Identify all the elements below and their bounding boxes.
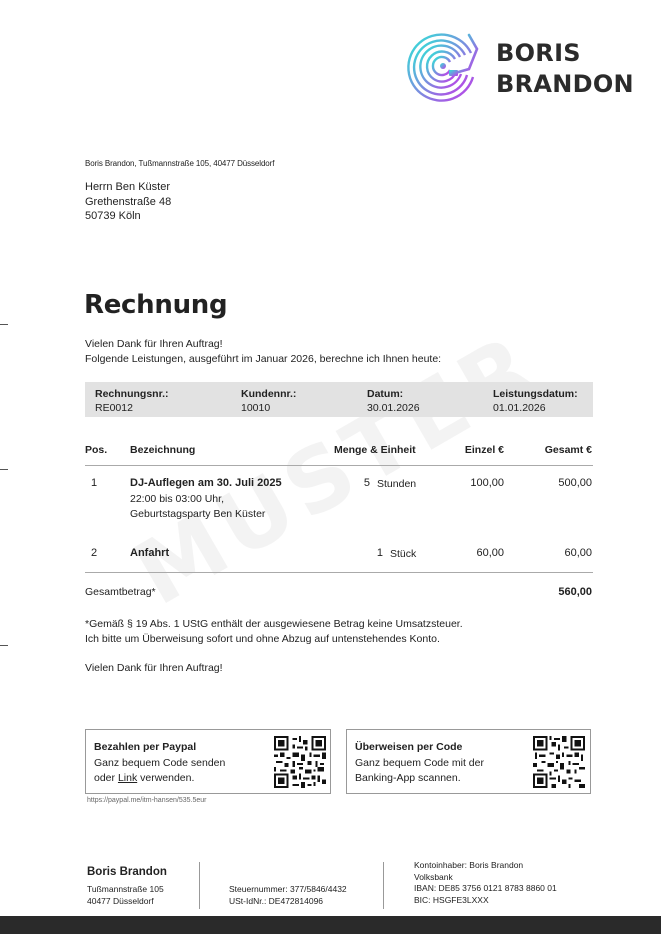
- customer-number-label: Kundennr.:: [241, 388, 297, 400]
- paypal-link[interactable]: Link: [117, 772, 138, 784]
- intro-line2: Folgende Leistungen, ausgeführt im Januar 2026, berechne ich Ihnen heute:: [85, 352, 442, 365]
- recipient-city: 50739 Köln: [85, 210, 141, 222]
- intro-line1: Vielen Dank für Ihren Auftrag!: [85, 338, 223, 350]
- invoice-number-value: RE0012: [95, 402, 133, 414]
- footer-address: [87, 884, 164, 907]
- closing-thanks: Vielen Dank für Ihren Auftrag!: [85, 662, 223, 674]
- footer-bank-info: [414, 860, 557, 906]
- row-unit-price: 100,00: [470, 477, 504, 489]
- intro-text: [85, 337, 441, 366]
- footer-tax-number: Steuernummer: 377/5846/4432: [229, 884, 347, 894]
- footer-vat-id: USt-IdNr.: DE472814096: [229, 895, 324, 906]
- recipient-name: Herrn Ben Küster: [85, 181, 170, 193]
- customer-number: [241, 387, 296, 415]
- paypal-line2: [94, 771, 225, 786]
- footer-divider: [199, 862, 200, 909]
- column-header-quantity: Menge & Einheit: [334, 444, 416, 456]
- footer-city: 40477 Düsseldorf: [87, 895, 154, 906]
- footer-bank: Volksbank: [414, 871, 453, 882]
- transfer-qr-code-icon[interactable]: [533, 736, 585, 788]
- document-title: Rechnung: [84, 290, 228, 320]
- recipient-address: [85, 180, 171, 224]
- invoice-date: [367, 387, 420, 415]
- recipient-street: Grethenstraße 48: [85, 195, 172, 208]
- row-unit: Stunden: [377, 478, 417, 490]
- total-label: Gesamtbetrag*: [85, 586, 156, 598]
- fold-mark: [0, 469, 8, 470]
- row-position: 2: [91, 547, 98, 559]
- service-date: [493, 387, 578, 415]
- transfer-title: Überweisen per Code: [355, 741, 463, 753]
- paypal-payment-box: [85, 729, 331, 794]
- vinyl-logo-icon: [405, 29, 485, 109]
- column-header-description: Bezeichnung: [130, 444, 196, 456]
- table-header-divider: [85, 465, 593, 466]
- column-header-pos: Pos.: [85, 444, 108, 456]
- fold-mark: [0, 645, 8, 646]
- row-detail: Geburtstagsparty Ben Küster: [130, 508, 266, 520]
- paypal-url[interactable]: https://paypal.me/itm-hansen/535.5eur: [87, 797, 207, 804]
- fold-mark: [0, 324, 8, 325]
- tax-note-line2: Ich bitte um Überweisung sofort und ohne Abzug auf untenstehendes Konto.: [85, 633, 440, 645]
- footer-name: Boris Brandon: [87, 866, 167, 878]
- row-quantity: 5: [363, 477, 370, 489]
- invoice-date-label: Datum:: [367, 388, 404, 400]
- row-detail: 22:00 bis 03:00 Uhr,: [130, 493, 224, 505]
- row-quantity: 1: [376, 547, 383, 559]
- footer-divider: [383, 862, 384, 909]
- paypal-qr-code-icon[interactable]: [274, 736, 326, 788]
- row-position: 1: [91, 477, 98, 489]
- row-total: 60,00: [564, 547, 592, 559]
- paypal-line1: Ganz bequem Code senden: [94, 757, 226, 769]
- transfer-line2: Banking-App scannen.: [355, 772, 461, 784]
- footer-tax-info: [229, 884, 347, 907]
- invoice-number: [95, 387, 169, 415]
- invoice-number-label: Rechnungsnr.:: [95, 388, 169, 400]
- sender-line: Boris Brandon, Tußmannstraße 105, 40477 Düsseldorf: [85, 159, 275, 168]
- invoice-meta-box: [85, 382, 593, 417]
- tax-note: [85, 617, 463, 647]
- total-value: 560,00: [558, 586, 592, 598]
- footer-bic: BIC: HSGFE3LXXX: [414, 894, 489, 905]
- paypal-line2-prefix: oder: [94, 772, 118, 784]
- column-header-unit-price: Einzel €: [464, 444, 504, 456]
- footer-account-holder: Kontoinhaber: Boris Brandon: [414, 860, 524, 870]
- transfer-payment-box: [346, 729, 591, 794]
- footer-street: Tußmannstraße 105: [87, 884, 164, 894]
- row-total: 500,00: [558, 477, 592, 489]
- service-date-label: Leistungsdatum:: [493, 388, 578, 400]
- paypal-line2-suffix: verwenden.: [137, 772, 195, 784]
- table-sum-divider: [85, 572, 593, 573]
- row-unit-price: 60,00: [476, 547, 504, 559]
- paypal-description: [94, 756, 225, 786]
- tax-note-line1: *Gemäß § 19 Abs. 1 UStG enthält der ausgewiesene Betrag keine Umsatzsteuer.: [85, 618, 463, 630]
- service-date-value: 01.01.2026: [493, 402, 546, 414]
- row-title: DJ-Auflegen am 30. Juli 2025: [130, 477, 282, 489]
- column-header-total: Gesamt €: [544, 444, 592, 456]
- row-title: Anfahrt: [130, 547, 170, 559]
- brand-name-line2: BRANDON: [496, 70, 634, 98]
- invoice-date-value: 30.01.2026: [367, 402, 420, 414]
- customer-number-value: 10010: [241, 402, 271, 414]
- paypal-title: Bezahlen per Paypal: [94, 741, 197, 753]
- footer-iban: IBAN: DE85 3756 0121 8783 8860 01: [414, 883, 557, 893]
- row-unit: Stück: [390, 548, 417, 560]
- brand-name-line1: BORIS: [496, 39, 581, 67]
- brand-name: [496, 38, 634, 100]
- footer-bar: [0, 916, 661, 934]
- transfer-line1: Ganz bequem Code mit der: [355, 757, 484, 769]
- transfer-description: [355, 756, 484, 786]
